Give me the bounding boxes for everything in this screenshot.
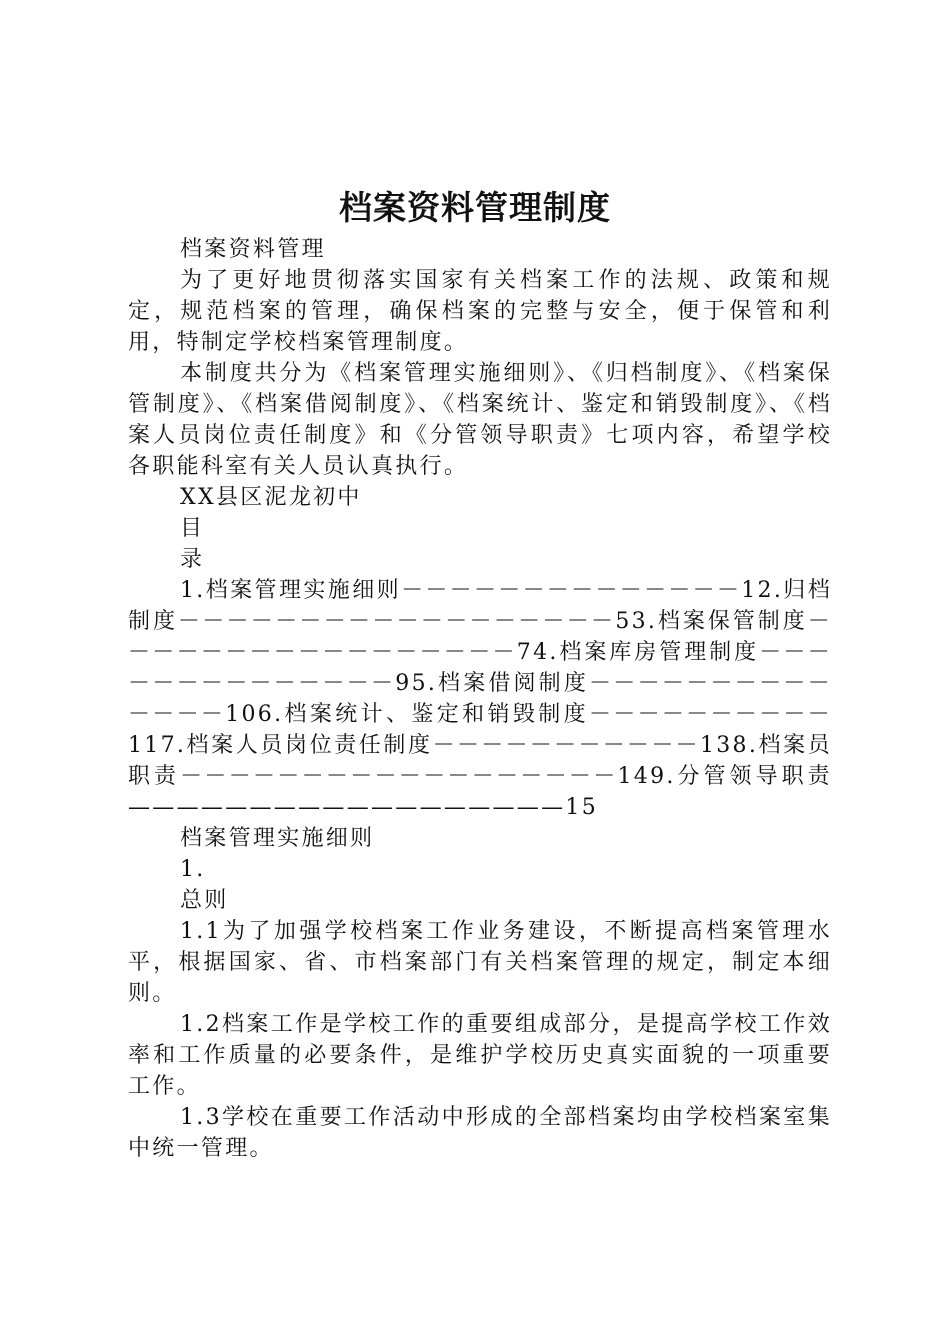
section-heading: 档案资料管理 bbox=[180, 237, 326, 262]
section-number: 1. bbox=[180, 857, 206, 882]
clause-1-2: 1.2档案工作是学校工作的重要组成部分，是提高学校工作效率和工作质量的必要条件，是维护学校历史真实面貌的一项重要工作。 bbox=[128, 1012, 832, 1099]
clause-1-3: 1.3学校在重要工作活动中形成的全部档案均由学校档案室集中统一管理。 bbox=[128, 1105, 832, 1161]
toc-heading-part1: 目 bbox=[180, 516, 205, 541]
document-body bbox=[128, 234, 832, 1164]
clause-1-1: 1.1为了加强学校档案工作业务建设，不断提高档案管理水平，根据国家、省、市档案部门有关档案管理的规定，制定本细则。 bbox=[128, 919, 832, 1006]
paragraph-purpose: 为了更好地贯彻落实国家有关档案工作的法规、政策和规定，规范档案的管理，确保档案的完整与安全，便于保管和利用，特制定学校档案管理制度。 bbox=[128, 268, 832, 355]
chapter-title: 档案管理实施细则 bbox=[180, 826, 375, 851]
school-name: XX县区泥龙初中 bbox=[180, 485, 362, 510]
paragraph-contents: 本制度共分为《档案管理实施细则》、《归档制度》、《档案保管制度》、《档案借阅制度》、《档案统计、鉴定和销毁制度》、《档案人员岗位责任制度》和《分管领导职责》七项内容，希望学校各职能科室有关人员认真执行。 bbox=[128, 361, 832, 479]
toc-heading-part2: 录 bbox=[180, 547, 205, 572]
table-of-contents: 1.档案管理实施细则－－－－－－－－－－－－－－12.归档制度－－－－－－－－－－－－－－－－－－53.档案保管制度－－－－－－－－－－－－－－－－－74.档案库房管理制度－－－－－－－－－－－－－－95.档案借阅制度－－－－－－－－－－－－－－106.档案统计、鉴定和销毁制度－－－－－－－－－－117.档案人员岗位责任制度－－－－－－－－－－－138.档案员职责－－－－－－－－－－－－－－－－－－149.分管领导职责——————————————————15 bbox=[128, 578, 832, 820]
document-title: 档案资料管理制度 bbox=[339, 188, 611, 227]
section-title: 总则 bbox=[180, 888, 229, 913]
